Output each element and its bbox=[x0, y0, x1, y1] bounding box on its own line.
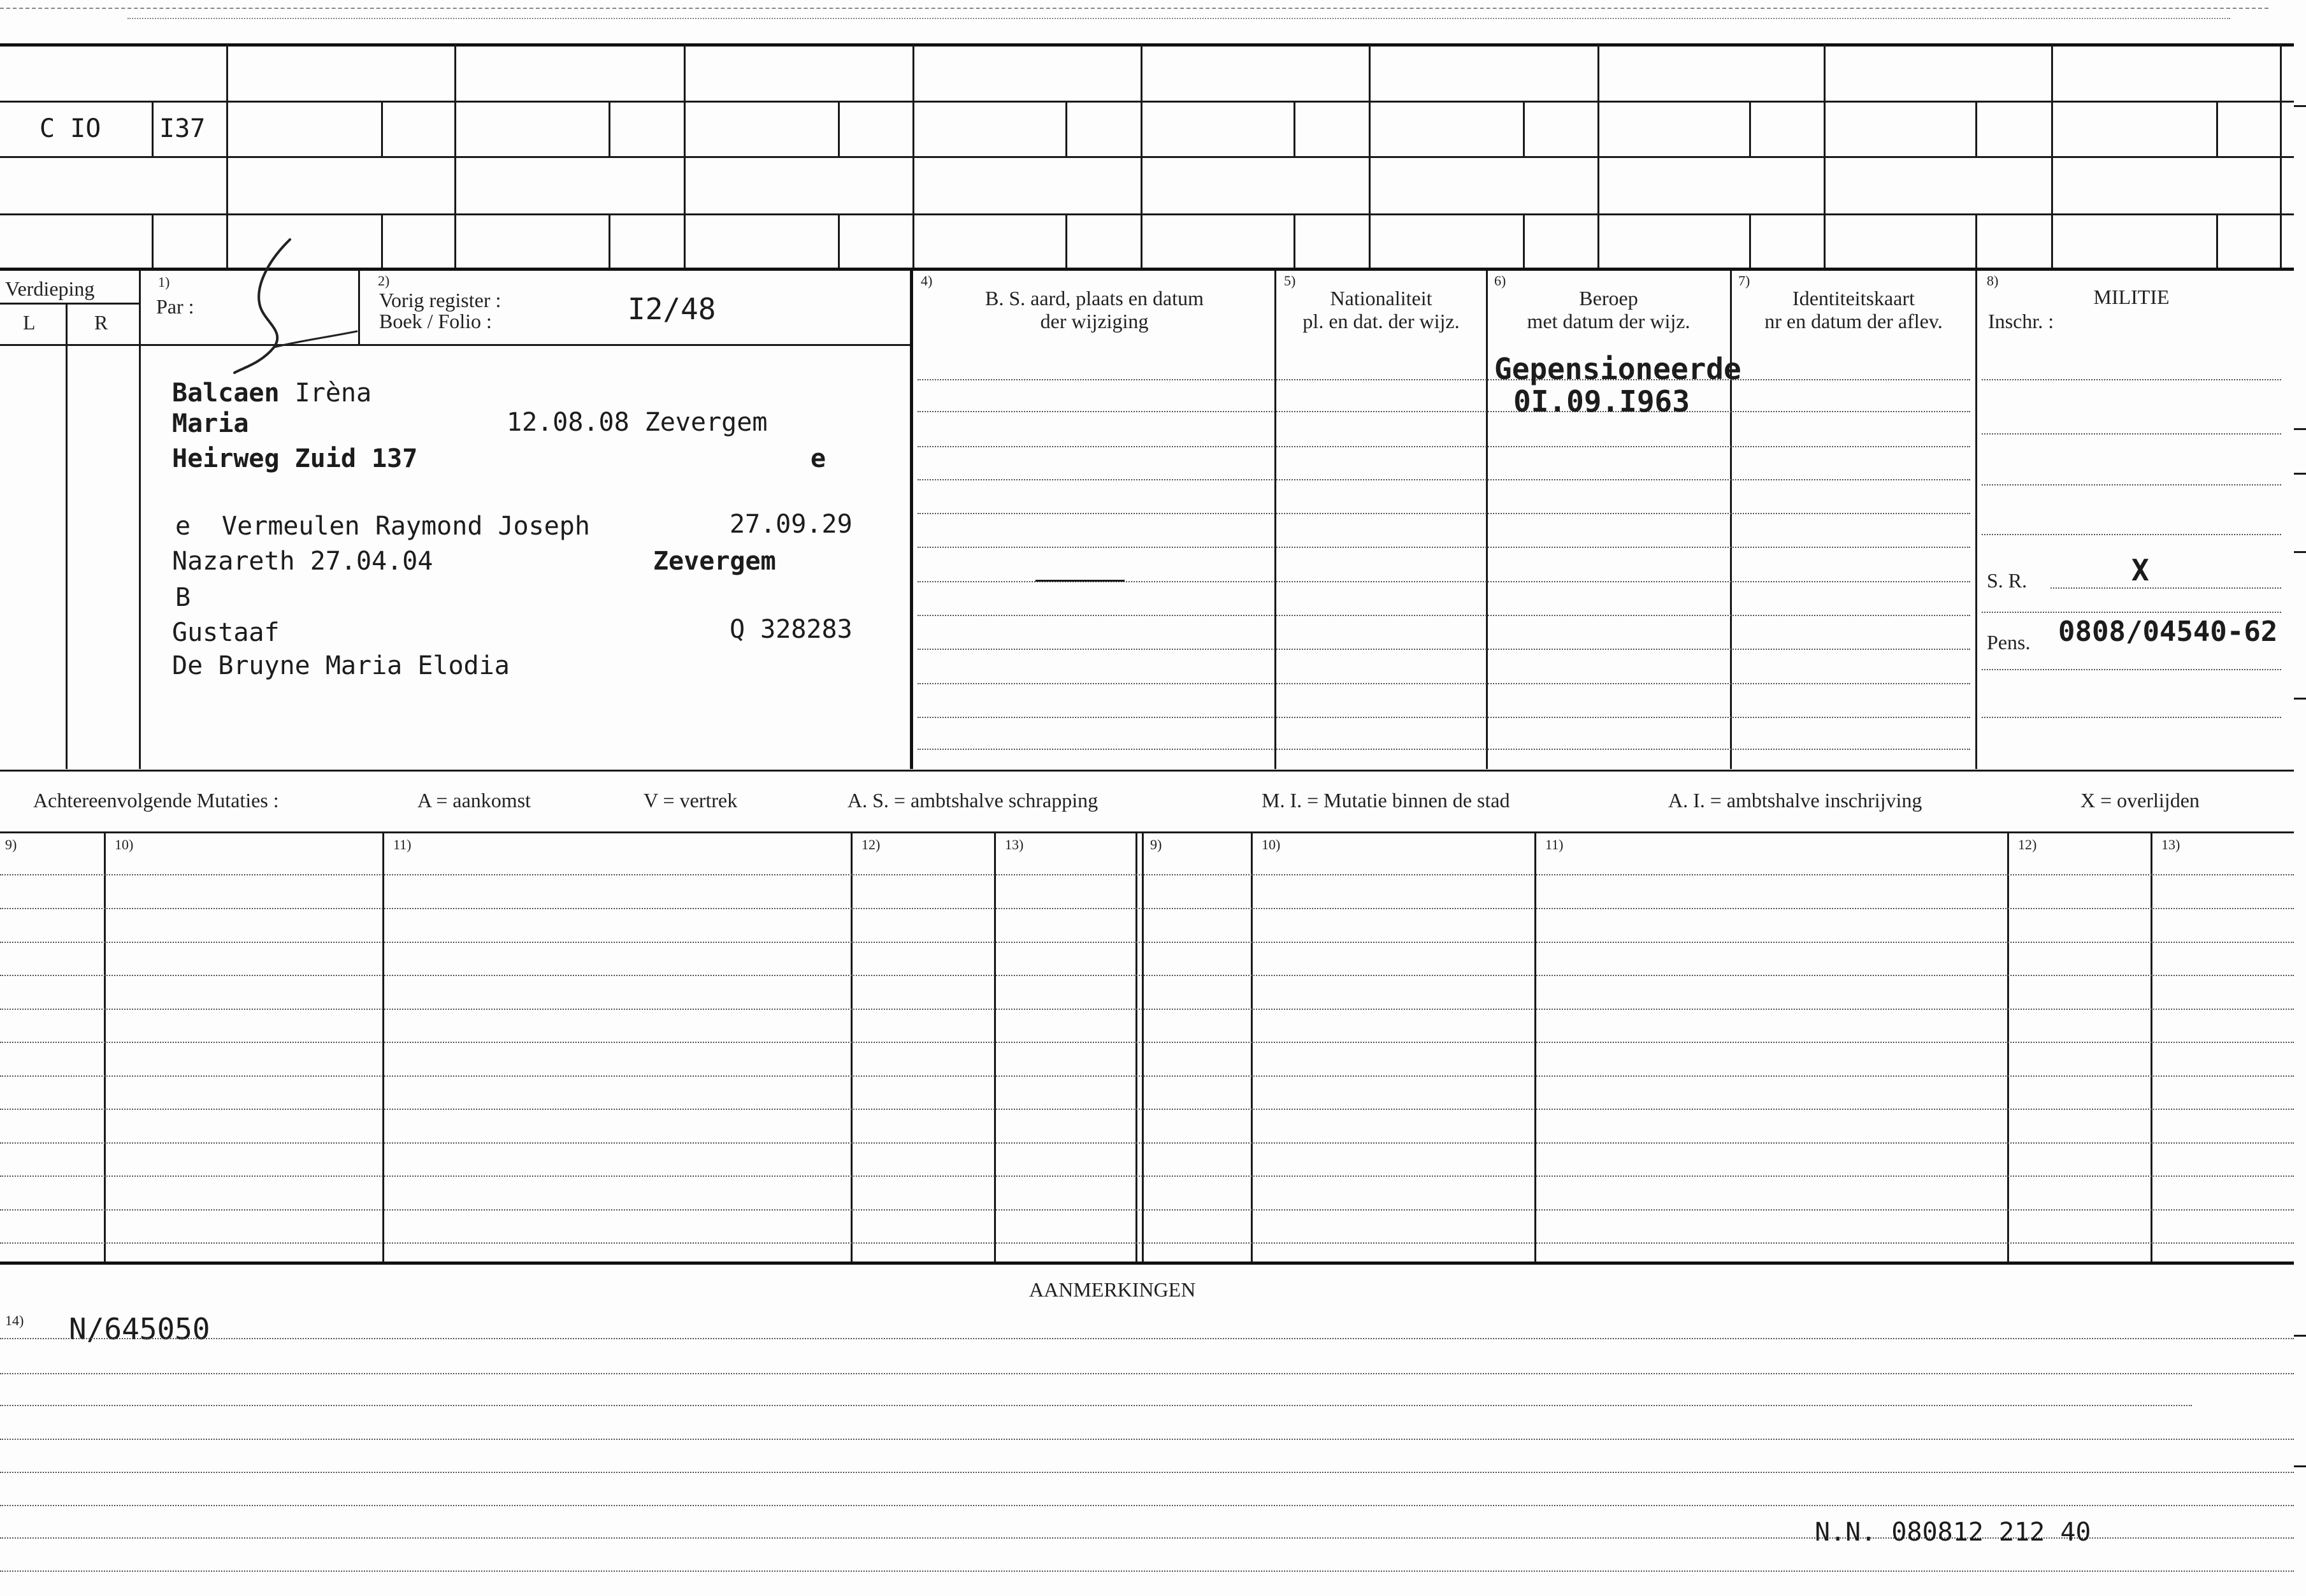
spouse-place: Zevergem bbox=[653, 547, 776, 576]
grid-sub bbox=[1749, 102, 1751, 156]
grid-sub bbox=[152, 102, 154, 156]
legend-title: Achtereenvolgende Mutaties : bbox=[33, 789, 279, 812]
top-border bbox=[0, 43, 2294, 47]
verdieping-divider bbox=[66, 304, 68, 769]
nat-header-line1: Nationaliteit bbox=[1330, 287, 1432, 310]
col-l-label: L bbox=[23, 311, 36, 334]
mut-row-line bbox=[0, 1209, 2294, 1211]
dotted-line bbox=[1982, 534, 2281, 535]
legend-v: V = vertrek bbox=[644, 789, 738, 812]
grid-sub bbox=[1523, 215, 1525, 268]
mut-col-number: 10) bbox=[1262, 837, 1281, 852]
id-header-line2: nr en datum der aflev. bbox=[1764, 310, 1943, 333]
mut-row-line bbox=[0, 975, 2294, 976]
field-number: 1) bbox=[158, 274, 170, 290]
note-line bbox=[0, 1405, 2192, 1406]
pens-value: 0808/04540-62 bbox=[2058, 615, 2278, 648]
grid-line bbox=[0, 101, 2294, 103]
vorig-register-label: Vorig register : bbox=[379, 289, 501, 312]
dotted-line bbox=[918, 479, 1970, 480]
mut-row-line bbox=[0, 1009, 2294, 1010]
grid-sub bbox=[381, 215, 383, 268]
mut-row-line bbox=[0, 1042, 2294, 1043]
dotted-line bbox=[918, 749, 1970, 750]
field-number: 5) bbox=[1284, 273, 1296, 289]
field-number: 4) bbox=[921, 273, 933, 289]
dotted-line bbox=[918, 379, 1970, 380]
mut-row-line bbox=[0, 874, 2294, 875]
spouse-birth: Nazareth 27.04.04 bbox=[172, 547, 433, 576]
sr-label: S. R. bbox=[1987, 569, 2028, 592]
grid-col bbox=[2280, 45, 2282, 268]
beroep-header-line2: met datum der wijz. bbox=[1527, 310, 1690, 333]
mut-col bbox=[851, 833, 853, 1262]
top-cell-number: I37 bbox=[159, 114, 206, 143]
dotted-line bbox=[918, 649, 1970, 650]
boek-folio-value: I2/48 bbox=[628, 292, 716, 326]
mut-row-line bbox=[0, 1175, 2294, 1177]
bs-header-line2: der wijziging bbox=[1040, 310, 1149, 333]
grid-line bbox=[0, 156, 2294, 158]
dotted-line bbox=[1982, 484, 2281, 485]
col-divider bbox=[1975, 271, 1977, 769]
mut-col-number: 10) bbox=[115, 837, 134, 852]
person-birth-text: 12.08.08 Zevergem bbox=[507, 408, 768, 437]
mut-col bbox=[1251, 833, 1253, 1262]
mut-col-number: 12) bbox=[2018, 837, 2037, 852]
spouse-name: Vermeulen Raymond Joseph bbox=[222, 512, 590, 541]
id-header-line1: Identiteitskaart bbox=[1792, 287, 1915, 310]
top-cell-code: C IO bbox=[40, 114, 101, 143]
mut-col bbox=[994, 833, 996, 1262]
mut-row-line bbox=[0, 1109, 2294, 1110]
short-line bbox=[1035, 580, 1125, 582]
person-name-line1 bbox=[172, 380, 371, 406]
grid-sub bbox=[2216, 215, 2218, 268]
scan-noise bbox=[127, 18, 2230, 19]
mut-col-number: 9) bbox=[1150, 837, 1162, 852]
sr-value: X bbox=[2131, 553, 2149, 587]
col-divider bbox=[910, 271, 913, 769]
scan-noise bbox=[0, 8, 2268, 9]
field-number: 6) bbox=[1494, 273, 1506, 289]
handwritten-bracket bbox=[229, 236, 370, 389]
person-firstname: Irèna bbox=[294, 378, 372, 408]
beroep-header-line1: Beroep bbox=[1579, 287, 1638, 310]
person-surname: Balcaen bbox=[172, 378, 280, 408]
dotted-line bbox=[918, 446, 1970, 447]
grid-sub bbox=[381, 102, 383, 156]
col-divider bbox=[139, 271, 141, 769]
b-line: B bbox=[175, 583, 191, 612]
verdieping-line bbox=[0, 303, 139, 305]
mut-row-line bbox=[0, 908, 2294, 909]
grid-sub bbox=[1065, 102, 1067, 156]
grid-sub bbox=[1523, 102, 1525, 156]
grid-sub bbox=[152, 215, 154, 268]
dotted-line bbox=[1982, 612, 2281, 613]
grid-sub bbox=[1975, 215, 1977, 268]
aanmerkingen-value: N/645050 bbox=[69, 1312, 210, 1346]
mut-col-number: 13) bbox=[2161, 837, 2180, 852]
grid-col bbox=[1824, 45, 1826, 268]
boek-folio-label: Boek / Folio : bbox=[379, 310, 492, 333]
mut-col bbox=[1142, 833, 1144, 1262]
field-number: 8) bbox=[1987, 273, 1999, 289]
nat-header-line2: pl. en dat. der wijz. bbox=[1302, 310, 1460, 333]
dotted-line bbox=[918, 683, 1970, 684]
legend-as: A. S. = ambtshalve schrapping bbox=[847, 789, 1099, 812]
col-divider bbox=[1274, 271, 1276, 769]
mut-col bbox=[104, 833, 106, 1262]
mut-col-number: 13) bbox=[1005, 837, 1024, 852]
inschr-label: Inschr. : bbox=[1988, 310, 2054, 333]
dotted-line bbox=[918, 615, 1970, 616]
par-label: Par : bbox=[156, 295, 194, 318]
grid-sub bbox=[838, 102, 840, 156]
edge-tick bbox=[2294, 551, 2306, 553]
grid-sub bbox=[609, 215, 610, 268]
pens-label: Pens. bbox=[1987, 631, 2031, 654]
grid-sub bbox=[1749, 215, 1751, 268]
grid-sub bbox=[838, 215, 840, 268]
field-number: 7) bbox=[1738, 273, 1750, 289]
grid-col bbox=[684, 45, 686, 268]
grid-sub bbox=[1975, 102, 1977, 156]
grid-col bbox=[912, 45, 914, 268]
mut-row-line bbox=[0, 942, 2294, 943]
grid-col bbox=[226, 45, 228, 268]
person-birth bbox=[507, 410, 767, 435]
note-line bbox=[0, 1373, 2294, 1374]
col-divider bbox=[1730, 271, 1732, 769]
note-line bbox=[0, 1472, 2294, 1473]
dotted-line bbox=[918, 513, 1970, 514]
dotted-line bbox=[1982, 379, 2281, 380]
mut-row-line bbox=[0, 1142, 2294, 1144]
edge-tick bbox=[2294, 1465, 2306, 1467]
field-number: 14) bbox=[5, 1312, 24, 1328]
mut-col-number: 12) bbox=[861, 837, 881, 852]
nn-number: N.N. 080812 212 40 bbox=[1815, 1518, 2091, 1547]
bs-header-line1: B. S. aard, plaats en datum bbox=[984, 287, 1204, 310]
dotted-line bbox=[1982, 669, 2281, 670]
grid-sub bbox=[1294, 102, 1295, 156]
grid-sub bbox=[1294, 215, 1295, 268]
note-line bbox=[0, 1571, 2294, 1572]
dotted-line bbox=[918, 411, 1970, 412]
header-bottom-line bbox=[0, 344, 911, 346]
note-line bbox=[0, 1338, 2294, 1339]
note-line bbox=[0, 1439, 2294, 1440]
person-e-mark: e bbox=[811, 444, 826, 473]
mother-name: De Bruyne Maria Elodia bbox=[172, 651, 510, 680]
grid-sub bbox=[1065, 215, 1067, 268]
field-number: 2) bbox=[378, 273, 390, 289]
dotted-line bbox=[2050, 587, 2281, 589]
legend-ai: A. I. = ambtshalve inschrijving bbox=[1668, 789, 1922, 812]
legend-a: A = aankomst bbox=[417, 789, 531, 812]
mut-row-line bbox=[0, 1242, 2294, 1244]
dotted-line bbox=[1982, 717, 2281, 718]
person-address: Heirweg Zuid 137 bbox=[172, 444, 418, 473]
mut-col bbox=[1534, 833, 1536, 1262]
legend-top-line bbox=[0, 770, 2294, 772]
beroep-value: Gepensioneerde bbox=[1494, 352, 1741, 386]
mut-col-number: 11) bbox=[393, 837, 412, 852]
edge-tick bbox=[2294, 428, 2306, 430]
col-divider bbox=[1486, 271, 1488, 769]
dotted-line bbox=[1982, 433, 2281, 435]
grid-col bbox=[2051, 45, 2053, 268]
mut-col bbox=[1135, 833, 1137, 1262]
mut-col-number: 11) bbox=[1545, 837, 1564, 852]
dotted-line bbox=[918, 717, 1970, 718]
mut-row-line bbox=[0, 1075, 2294, 1077]
mut-col bbox=[2007, 833, 2009, 1262]
mut-col bbox=[382, 833, 384, 1262]
note-line bbox=[0, 1505, 2294, 1506]
spouse-prefix: e bbox=[175, 512, 191, 541]
grid-sub bbox=[609, 102, 610, 156]
edge-tick bbox=[2294, 698, 2306, 700]
militie-header: MILITIE bbox=[2093, 285, 2170, 308]
grid-col bbox=[1141, 45, 1142, 268]
col-r-label: R bbox=[94, 311, 108, 334]
mutations-top-line bbox=[0, 831, 2294, 833]
grid-sub bbox=[2216, 102, 2218, 156]
grid-line bbox=[0, 213, 2294, 215]
grid-col bbox=[1369, 45, 1371, 268]
verdieping-label: Verdieping bbox=[5, 277, 95, 300]
aanmerkingen-title: AANMERKINGEN bbox=[1029, 1278, 1196, 1301]
dotted-line bbox=[918, 547, 1970, 548]
mut-col bbox=[2151, 833, 2152, 1262]
grid-col bbox=[1597, 45, 1599, 268]
edge-tick bbox=[2294, 473, 2306, 475]
edge-tick bbox=[2294, 105, 2306, 107]
legend-x: X = overlijden bbox=[2080, 789, 2200, 812]
beroep-date: 0I.09.I963 bbox=[1513, 384, 1690, 419]
q-number: Q 328283 bbox=[730, 615, 853, 644]
aanmerkingen-top-line bbox=[0, 1262, 2294, 1265]
mut-col-number: 9) bbox=[5, 837, 17, 852]
person-firstname2: Maria bbox=[172, 409, 249, 438]
grid-col bbox=[454, 45, 456, 268]
marriage-date: 27.09.29 bbox=[730, 510, 853, 539]
legend-mi: M. I. = Mutatie binnen de stad bbox=[1262, 789, 1510, 812]
father-name: Gustaaf bbox=[172, 618, 280, 647]
edge-tick bbox=[2294, 1335, 2306, 1337]
